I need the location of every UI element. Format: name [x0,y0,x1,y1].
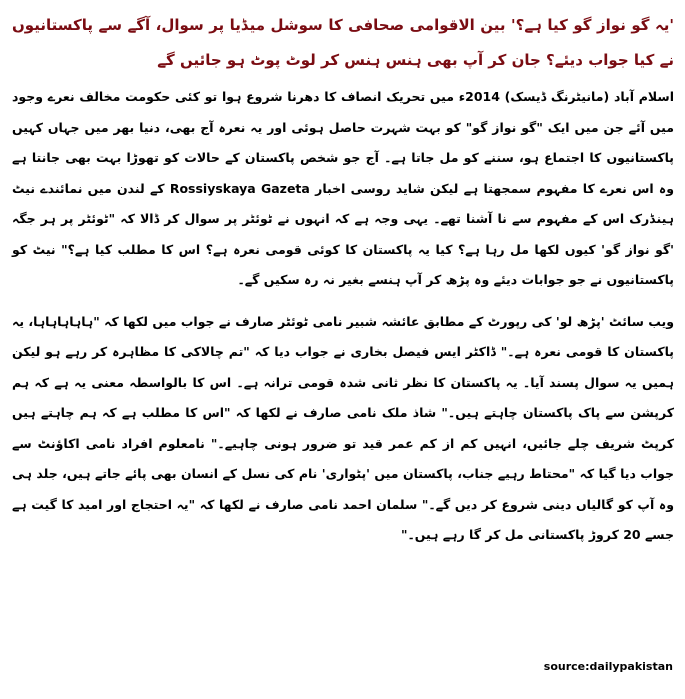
article-headline: 'یہ گو نواز گو کیا ہے؟' بین الاقوامی صحافی کا سوشل میڈیا پر سوال، آگے سے پاکستانیوں نے کیا جواب دیئے؟ جان کر آپ بھی ہنس ہنس کر لوٹ پوٹ ہو جائیں گے [12,16,674,69]
article-paragraph-2: ویب سائٹ 'پڑھ لو' کی رپورٹ کے مطابق عائشہ شبیر نامی ٹوئٹر صارف نے جواب میں لکھا کہ "ہاہاہاہاہا، یہ پاکستان کا قومی نعرہ ہے۔" ڈاکٹر ایس فیصل بخاری نے جواب دیا کہ "تم چالاکی کا مظاہرہ کر رہے ہو لیکن ہمیں یہ سوال پسند آیا۔ یہ پاکستان کا نظر ثانی شدہ قومی ترانہ ہے۔ اس کا بالواسطہ معنی یہ ہے کہ ہم کرپشن سے پاک پاکستان چاہتے ہیں۔" شاذ ملک نامی صارف نے لکھا کہ "اس کا مطلب ہے کہ ہم چاہتے ہیں کرپٹ شریف چلے جائیں، انہیں کم از کم عمر قید تو ضرور ہونی چاہیے۔" نامعلوم افراد نامی اکاﺅنٹ سے جواب دیا گیا کہ "محتاط رہیے جناب، پاکستان میں 'پٹواری' نام کی نسل کے انسان بھی پائے جاتے ہیں، جلد ہی وہ آپ کو گالیاں دینی شروع کر دیں گے۔" سلمان احمد نامی صارف نے لکھا کہ "یہ احتجاج اور امید کا گیت ہے جسے 20 کروڑ پاکستانی مل کر گا رہے ہیں۔" [12,313,674,542]
article-paragraph-1: اسلام آباد (مانیٹرنگ ڈیسک) 2014ء میں تحریک انصاف کا دھرنا شروع ہوا تو کئی حکومت مخالف نعرے وجود میں آئے جن میں ایک "گو نواز گو" کو بہت شہرت حاصل ہوئی اور یہ نعرہ آج بھی، دنیا بھر میں جہاں کہیں پاکستانیوں کا اجتماع ہو، سننے کو مل جاتا ہے۔ آج جو شخص پاکستان کے حالات کو تھوڑا بہت بھی جانتا ہے وہ اس نعرے کا مفہوم سمجھتا ہے لیکن شاید روسی اخبار Rossiyskaya Gazeta کے لندن میں نمائندے نیٹ ہینڈرک اس کے مفہوم سے نا آشنا تھے۔ یہی وجہ ہے کہ انہوں نے ٹوئٹر پر سوال کر ڈالا کہ "ٹوئٹر پر ہر جگہ 'گو نواز گو' کیوں لکھا مل رہا ہے؟ کیا یہ پاکستان کا کوئی قومی نعرہ ہے؟ اس کا مطلب کیا ہے؟" نیٹ کو پاکستانیوں نے جو جوابات دیئے وہ پڑھ کر آپ ہنسے بغیر نہ رہ سکیں گے۔ [12,89,675,287]
source-credit: source:dailypakistan [543,660,673,673]
article [12,8,674,562]
